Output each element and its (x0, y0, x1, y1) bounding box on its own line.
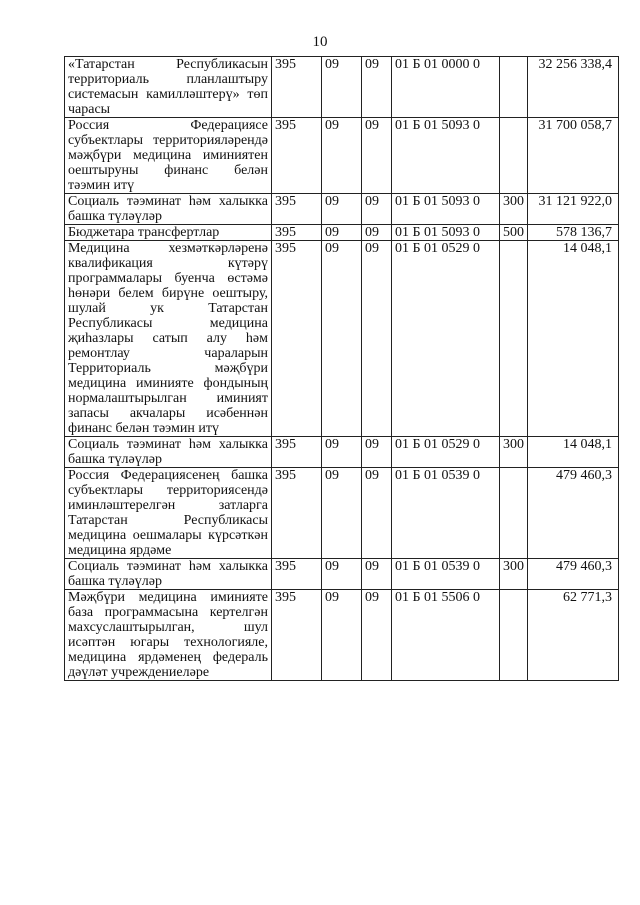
page-number: 10 (312, 34, 328, 50)
section-code-cell: 09 (322, 241, 362, 437)
subsection-code-cell: 09 (362, 437, 392, 468)
expense-type-cell: 300 (500, 437, 528, 468)
subsection-code-cell: 09 (362, 194, 392, 225)
subsection-code-cell: 09 (362, 225, 392, 241)
ministry-code-cell: 395 (272, 559, 322, 590)
row-name-cell: Медицина хезмəткəрлəренə квалификация күтəрү программалары буенча өстəмə һөнəри белем бирүне оештыру, шулай ук Татарстан Республикасы медицина җиһазлары сатып алу һəм ремонтлау чараларын Территориаль мəҗбүри медицина иминияте фондының нормалаштырылган иминият запасы акчалары исəбеннəн финанс белəн тəэмин итү (65, 241, 272, 437)
expense-type-cell (500, 468, 528, 559)
expense-type-cell (500, 590, 528, 681)
row-name-cell: Социаль тəэминат һəм халыкка башка түлəүлəр (65, 437, 272, 468)
amount-cell: 32 256 338,4 (528, 57, 619, 118)
subsection-code-cell: 09 (362, 559, 392, 590)
expense-type-cell (500, 118, 528, 194)
row-name-cell: Социаль тəэминат һəм халыкка башка түлəүлəр (65, 194, 272, 225)
expense-type-cell: 300 (500, 194, 528, 225)
table-row (65, 590, 619, 681)
amount-cell: 62 771,3 (528, 590, 619, 681)
row-name-cell: «Татарстан Республикасын территориаль планлаштыру системасын камиллəштерү» төп чарасы (65, 57, 272, 118)
budget-table (64, 56, 619, 681)
ministry-code-cell: 395 (272, 118, 322, 194)
expense-type-cell: 300 (500, 559, 528, 590)
section-code-cell: 09 (322, 437, 362, 468)
ministry-code-cell: 395 (272, 468, 322, 559)
target-code-cell: 01 Б 01 0529 0 (392, 241, 500, 437)
row-name-cell: Бюджетара трансфертлар (65, 225, 272, 241)
section-code-cell: 09 (322, 590, 362, 681)
ministry-code-cell: 395 (272, 241, 322, 437)
subsection-code-cell: 09 (362, 57, 392, 118)
row-name-cell: Россия Федерациясенең башка субъектлары территориясендə иминлəштерелгəн затларга Татарстан Республикасы медицина оешмалары күрсəткəн медицина ярдəме (65, 468, 272, 559)
amount-cell: 14 048,1 (528, 241, 619, 437)
row-name-cell: Мəҗбүри медицина иминияте база программасына кертелгəн махсуслаштырылган, шул исəптəн югары технологияле, медицина ярдəменең федераль дəүлəт учреждениелəре (65, 590, 272, 681)
expense-type-cell (500, 57, 528, 118)
section-code-cell: 09 (322, 57, 362, 118)
table-row (65, 225, 619, 241)
expense-type-cell (500, 241, 528, 437)
ministry-code-cell: 395 (272, 437, 322, 468)
target-code-cell: 01 Б 01 5093 0 (392, 118, 500, 194)
target-code-cell: 01 Б 01 5093 0 (392, 194, 500, 225)
expense-type-cell: 500 (500, 225, 528, 241)
section-code-cell: 09 (322, 559, 362, 590)
amount-cell: 479 460,3 (528, 559, 619, 590)
section-code-cell: 09 (322, 225, 362, 241)
table-row (65, 241, 619, 437)
amount-cell: 31 700 058,7 (528, 118, 619, 194)
ministry-code-cell: 395 (272, 57, 322, 118)
section-code-cell: 09 (322, 468, 362, 559)
row-name-cell: Россия Федерациясе субъектлары территориялəрендə мəҗбүри медицина иминиятен оештыруны финанс белəн тəэмин итү (65, 118, 272, 194)
target-code-cell: 01 Б 01 5093 0 (392, 225, 500, 241)
table-row (65, 57, 619, 118)
target-code-cell: 01 Б 01 0539 0 (392, 468, 500, 559)
amount-cell: 479 460,3 (528, 468, 619, 559)
table-row (65, 468, 619, 559)
table-row (65, 559, 619, 590)
ministry-code-cell: 395 (272, 194, 322, 225)
amount-cell: 31 121 922,0 (528, 194, 619, 225)
row-name-cell: Социаль тəэминат һəм халыкка башка түлəүлəр (65, 559, 272, 590)
table-row (65, 437, 619, 468)
target-code-cell: 01 Б 01 0539 0 (392, 559, 500, 590)
section-code-cell: 09 (322, 194, 362, 225)
subsection-code-cell: 09 (362, 241, 392, 437)
target-code-cell: 01 Б 01 0000 0 (392, 57, 500, 118)
subsection-code-cell: 09 (362, 590, 392, 681)
amount-cell: 14 048,1 (528, 437, 619, 468)
target-code-cell: 01 Б 01 5506 0 (392, 590, 500, 681)
amount-cell: 578 136,7 (528, 225, 619, 241)
subsection-code-cell: 09 (362, 468, 392, 559)
table-row (65, 118, 619, 194)
subsection-code-cell: 09 (362, 118, 392, 194)
ministry-code-cell: 395 (272, 590, 322, 681)
target-code-cell: 01 Б 01 0529 0 (392, 437, 500, 468)
section-code-cell: 09 (322, 118, 362, 194)
ministry-code-cell: 395 (272, 225, 322, 241)
table-row (65, 194, 619, 225)
